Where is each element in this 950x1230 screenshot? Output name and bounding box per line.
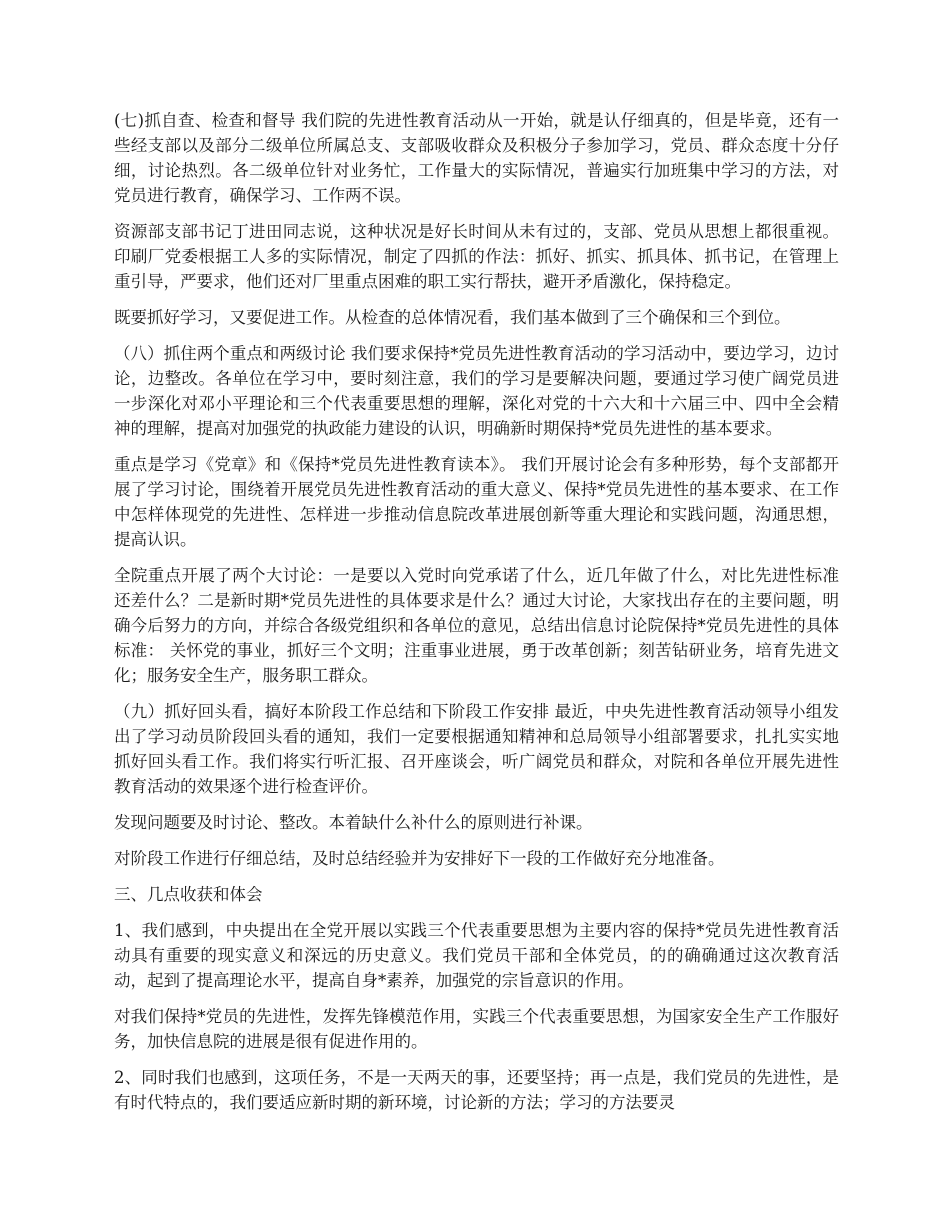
paragraph-two-discussions: 全院重点开展了两个大讨论：一是要以入党时向党承诺了什么，近几年做了什么，对比先进性标准还差什么？二是新时期*党员先进性的具体要求是什么？通过大讨论，大家找出存在的主要问题，明确今后努力的方向，并综合各级党组织和各单位的意见，总结出信息讨论院保持*党员先进性的具体标准： 关怀党的事业，抓好三个文明；注重事业进展，勇于改革创新；刻苦钻研业务，培育先进文化；服务安全生产，服务职工群众。	[114, 566, 839, 685]
paragraph-gain-one-continued: 对我们保持*党员的先进性，发挥先锋模范作用，实践三个代表重要思想，为国家安全生产工作服好务，加快信息院的进展是很有促进作用的。	[114, 1007, 839, 1051]
paragraph-key-study-materials: 重点是学习《党章》和《保持*党员先进性教育读本》。 我们开展讨论会有多种形势，每个支部都开展了学习讨论，围绕着开展党员先进性教育活动的重大意义、保持*党员先进性的基本要求、在工作中怎样体现党的先进性、怎样进一步推动信息院改革进展创新等重大理论和实践问题，沟通思想，提高认识。	[114, 455, 839, 549]
paragraph-resource-branch: 资源部支部书记丁进田同志说，这种状况是好长时间从未有过的，支部、党员从思想上都很重视。印刷厂党委根据工人多的实际情况，制定了四抓的作法：抓好、抓实、抓具体、抓书记，在管理上重引导，严要求，他们还对厂里重点困难的职工实行帮扶，避开矛盾激化，保持稳定。	[114, 222, 839, 291]
paragraph-study-and-work: 既要抓好学习，又要促进工作。从检查的总体情况看，我们基本做到了三个确保和三个到位。	[114, 308, 791, 327]
section-heading-gains: 三、几点收获和体会	[114, 885, 263, 904]
paragraph-rectification: 发现问题要及时讨论、整改。本着缺什么补什么的原则进行补课。	[114, 813, 593, 832]
paragraph-gain-one: 1、我们感到，中央提出在全党开展以实践三个代表重要思想为主要内容的保持*党员先进性教育活动具有重要的现实意义和深远的历史意义。我们党员干部和全体党员，的的确确通过这次教育活动，起到了提高理论水平，提高自身*素养，加强党的宗旨意识的作用。	[114, 921, 839, 990]
paragraph-two-key-points: （八）抓住两个重点和两级讨论 我们要求保持*党员先进性教育活动的学习活动中，要边学习，边讨论，边整改。各单位在学习中，要时刻注意，我们的学习是要解决问题，要通过学习使广阔党员进一步深化对邓小平理论和三个代表重要思想的理解，深化对党的十六大和十六届三中、四中全会精神的理解，提高对加强党的执政能力建设的认识，明确新时期保持*党员先进性的基本要求。	[114, 344, 839, 438]
document-page	[114, 108, 839, 1126]
paragraph-gain-two: 2、同时我们也感到，这项任务，不是一天两天的事，还要坚持；再一点是，我们党员的先进性，是有时代特点的，我们要适应新时期的新环境，讨论新的方法；学习的方法要灵	[114, 1068, 839, 1112]
paragraph-inspection-supervision: (七)抓自查、检查和督导 我们院的先进性教育活动从一开始，就是认仔细真的，但是毕竟，还有一些经支部以及部分二级单位所属总支、支部吸收群众及积极分子参加学习，党员、群众态度十分仔细，讨论热烈。各二级单位针对业务忙，工作量大的实际情况，普遍实行加班集中学习的方法，对党员进行教育，确保学习、工作两不误。	[114, 111, 839, 205]
paragraph-stage-summary: 对阶段工作进行仔细总结，及时总结经验并为安排好下一段的工作做好充分地准备。	[114, 849, 725, 868]
paragraph-look-back: （九）抓好回头看，搞好本阶段工作总结和下阶段工作安排 最近，中央先进性教育活动领导小组发出了学习动员阶段回头看的通知，我们一定要根据通知精神和总局领导小组部署要求，扎扎实实地抓好回头看工作。我们将实行听汇报、召开座谈会，听广阔党员和群众，对院和各单位开展先进性教育活动的效果逐个进行检查评价。	[114, 702, 839, 796]
